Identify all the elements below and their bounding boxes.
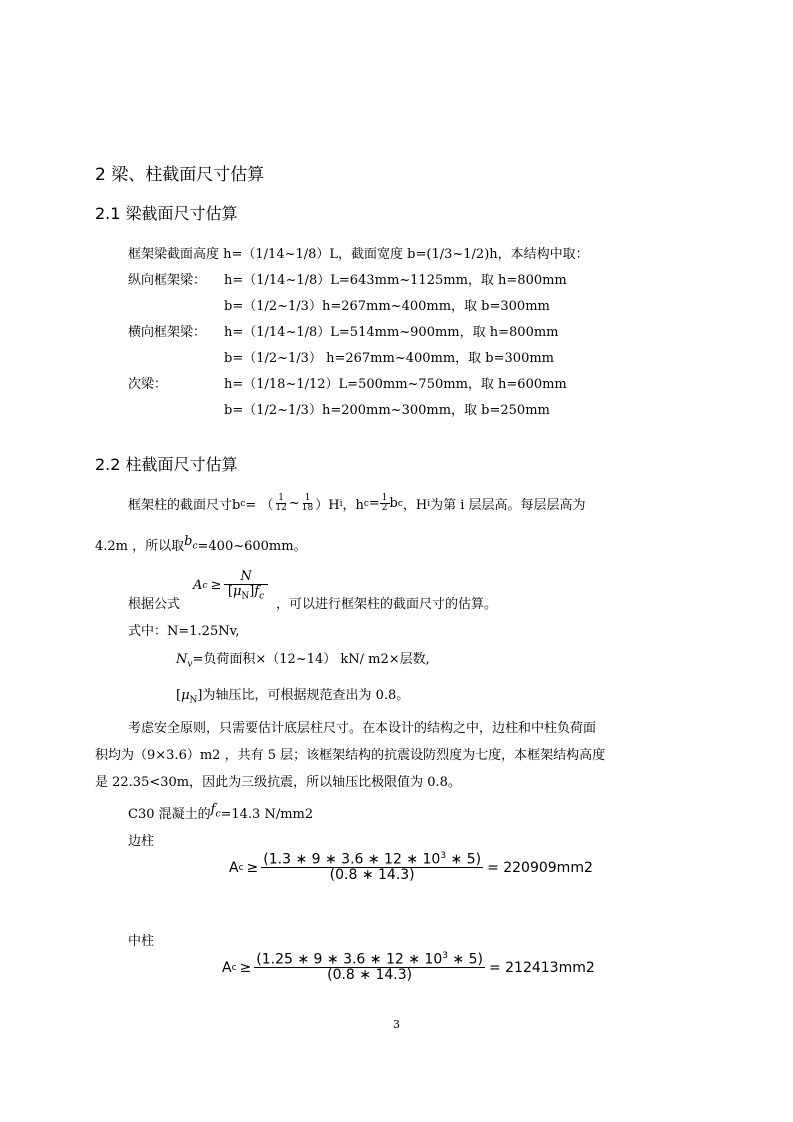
longitudinal-beam-label: 纵向框架梁： [128, 273, 207, 288]
transverse-beam-label: 横向框架梁： [128, 325, 207, 340]
definitions-intro: 式中：N=1.25Nv, [128, 624, 240, 639]
secondary-beam-h: h=（1/18~1/12）L=500mm~750mm，取 h=600mm [224, 377, 567, 392]
result: = 212413mm2 [488, 959, 595, 976]
text: ）H [315, 498, 340, 514]
text: =400~600mm。 [197, 539, 307, 554]
fraction-1-18 [300, 494, 315, 514]
text: 4.2m ，所以取 [95, 539, 185, 554]
longitudinal-beam-b: b=（1/2~1/3）h=267mm~400mm，取 b=300mm [224, 299, 550, 314]
mu-text: 为轴压比，可根据规范查出为 0.8。 [202, 688, 410, 703]
denominator: 18 [301, 503, 314, 514]
fraction-1-2 [380, 494, 390, 514]
text: b [389, 496, 398, 512]
denominator: (0.8 ∗ 14.3) [329, 867, 415, 884]
numerator-N: N [224, 570, 267, 585]
column-area-formula [193, 570, 268, 602]
edge-column-equation [229, 852, 593, 883]
numerator [254, 952, 485, 968]
text: 为第 i 层层高。每层层高为 [430, 498, 586, 514]
text: C30 混凝土的 [128, 807, 211, 822]
edge-column-label: 边柱 [128, 834, 155, 849]
ge: ≥ [239, 959, 252, 976]
safety-paragraph-line2: 积均为（9×3.6）m2 ，共有 5 层；该框架结构的抗震设防烈度为七度，本框架结构高度 [95, 748, 606, 763]
text: ，H [402, 498, 428, 514]
sub-i: i [427, 498, 431, 509]
f: f [254, 583, 260, 599]
transverse-beam-b: b=（1/2~1/3） h=267mm~400mm，取 b=300mm [224, 351, 554, 366]
denominator: 2 [381, 503, 388, 514]
eq: = [192, 652, 204, 667]
num-text: (1.25 ∗ 9 ∗ 3.6 ∗ 12 ∗ 10 [256, 951, 443, 968]
formula-fraction [224, 570, 267, 602]
numerator: 1 [278, 493, 284, 503]
sub-c: c [240, 498, 246, 509]
numerator: 1 [381, 493, 388, 503]
formula-label: 根据公式 [128, 597, 181, 612]
denominator: (0.8 ∗ 14.3) [327, 967, 413, 984]
safety-paragraph-line3: 是 22.35<30m，因此为三级抗震，所以轴压比极限值为 0.8。 [95, 775, 461, 790]
longitudinal-beam-h: h=（1/14~1/8）L=643mm~1125mm，取 h=800mm [224, 273, 567, 288]
denominator: $[\mu_N]f_c$ [227, 583, 265, 602]
A: A [222, 959, 232, 976]
middle-column-label: 中柱 [128, 934, 155, 949]
A: A [193, 578, 203, 594]
beam-intro: 框架梁截面高度 h=（1/14~1/8）L，截面宽度 b=(1/3~1/2)h，本结构中取： [128, 247, 589, 262]
fraction-1-12 [273, 494, 288, 514]
text: 框架柱的截面尺寸b [128, 498, 241, 514]
nv-definition [176, 648, 430, 670]
sub-v: v [187, 659, 193, 670]
section-heading-2-2: 2.2 柱截面尺寸估算 [95, 455, 238, 474]
page-number: 3 [393, 1018, 400, 1031]
column-size-paragraph-line2 [95, 535, 307, 557]
sub-c: c [192, 541, 198, 552]
ge: ≥ [210, 578, 222, 594]
formula-after: ，可以进行框架柱的截面尺寸的估算。 [276, 597, 498, 612]
bc-symbol [184, 534, 198, 552]
num-end: ∗ 5) [447, 951, 483, 968]
numerator: 1 [304, 493, 311, 503]
sub-c: c [238, 862, 244, 873]
safety-paragraph-line1: 考虑安全原则，只需要估计底层柱尺寸。在本设计的结构之中，边柱和中柱负荷面 [128, 721, 597, 736]
numerator [261, 852, 483, 868]
secondary-beam-label: 次梁： [128, 377, 168, 392]
text: ，h [342, 498, 364, 514]
sub-c: c [202, 580, 208, 591]
text: =14.3 N/mm2 [220, 807, 314, 822]
c30-line [128, 803, 313, 825]
sub-c: c [363, 498, 369, 509]
sub-i: i [339, 498, 343, 509]
mu: μ [232, 583, 242, 599]
nv-text: 负荷面积×（12~14） kN/ m2×层数, [203, 652, 430, 667]
secondary-beam-b: b=（1/2~1/3）h=200mm~300mm，取 b=250mm [224, 403, 550, 418]
exp: 3 [442, 951, 448, 961]
mu: μ [181, 688, 190, 703]
sub-c: c [397, 498, 403, 509]
section-heading-2-1: 2.1 梁截面尺寸估算 [95, 204, 238, 223]
num-end: ∗ 5) [446, 851, 482, 868]
mu-definition: $[\mu_N]$为轴压比，可根据规范查出为 0.8。 [176, 688, 410, 706]
N: N [176, 652, 188, 667]
tilde: ~ [288, 496, 300, 512]
column-size-paragraph-line1 [128, 494, 586, 514]
A: A [229, 859, 239, 876]
sub-c: c [231, 962, 237, 973]
exp: 3 [440, 851, 447, 861]
sub-c: c [259, 591, 265, 602]
ge: ≥ [246, 859, 259, 876]
sub-N: N [189, 695, 198, 706]
denominator: 12 [275, 503, 287, 514]
f: f [210, 802, 216, 817]
text: = （ [245, 498, 274, 514]
sub-c: c [215, 809, 221, 820]
num-text: (1.3 ∗ 9 ∗ 3.6 ∗ 12 ∗ 10 [263, 851, 441, 868]
b: b [184, 534, 193, 549]
sub-N: N [241, 591, 250, 602]
middle-column-equation [222, 952, 595, 983]
result: = 220909mm2 [487, 859, 593, 876]
transverse-beam-h: h=（1/14~1/8）L=514mm~900mm，取 h=800mm [224, 325, 559, 340]
equation-fraction [261, 852, 483, 883]
text: = [368, 496, 380, 512]
chapter-heading: 2 梁、柱截面尺寸估算 [95, 165, 265, 185]
equation-fraction [254, 952, 485, 983]
